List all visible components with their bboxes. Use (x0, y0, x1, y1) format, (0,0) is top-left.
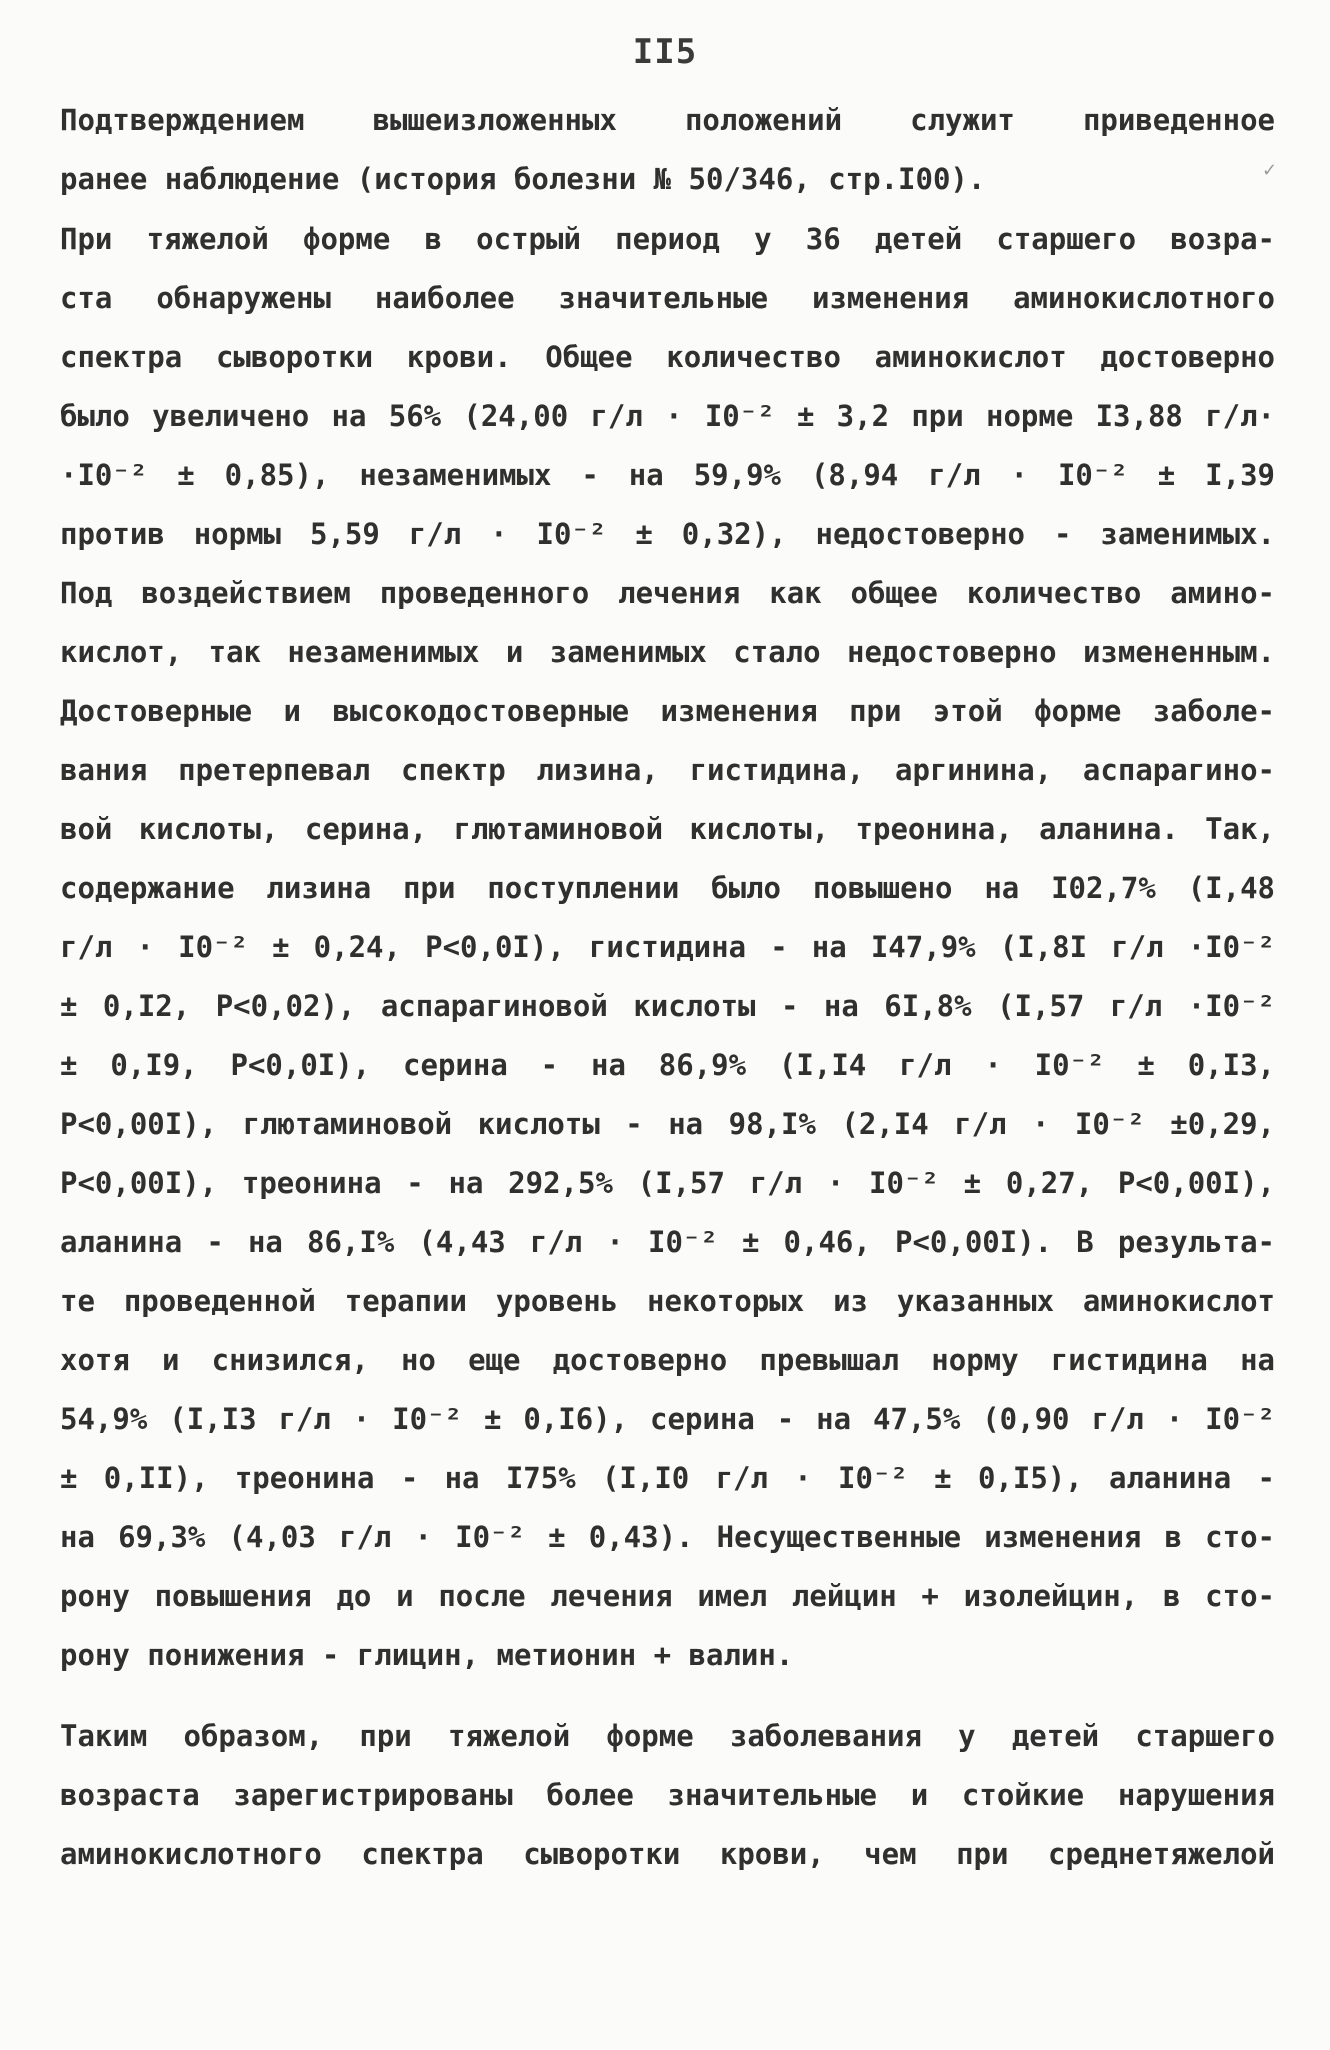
text-line: те проведенной терапии уровень некоторых из указанных аминокислот (60, 1284, 1275, 1318)
text-line: возраста зарегистрированы более значительные и стойкие нарушения (60, 1778, 1275, 1812)
paragraph-3 (60, 1707, 1275, 1884)
text-line: кислот, так незаменимых и заменимых стало недостоверно измененным. (60, 635, 1275, 669)
text-line: P<0,00I), треонина - на 292,5% (I,57 г/л · I0⁻² ± 0,27, P<0,00I), (60, 1166, 1275, 1200)
text-line: аланина - на 86,I% (4,43 г/л · I0⁻² ± 0,46, P<0,00I). В результа- (60, 1225, 1275, 1259)
text-line: 54,9% (I,I3 г/л · I0⁻² ± 0,I6), серина - на 47,5% (0,90 г/л · I0⁻² (60, 1402, 1275, 1436)
text-line: вания претерпевал спектр лизина, гистидина, аргинина, аспарагино- (60, 753, 1275, 787)
text-line: было увеличено на 56% (24,00 г/л · I0⁻² ± 3,2 при норме I3,88 г/л· (60, 399, 1275, 433)
text-line: ± 0,II), треонина - на I75% (I,I0 г/л · I0⁻² ± 0,I5), аланина - (60, 1461, 1275, 1495)
text-line: Под воздействием проведенного лечения как общее количество амино- (60, 576, 1275, 610)
text-line: вой кислоты, серина, глютаминовой кислоты, треонина, аланина. Так, (60, 812, 1275, 846)
text-line: против нормы 5,59 г/л · I0⁻² ± 0,32), недостоверно - заменимых. (60, 517, 1275, 551)
text-line: аминокислотного спектра сыворотки крови, чем при среднетяжелой (60, 1837, 1275, 1871)
text-line: хотя и снизился, но еще достоверно превышал норму гистидина на (60, 1343, 1275, 1377)
text-line: Достоверные и высокодостоверные изменения при этой форме заболе- (60, 694, 1275, 728)
page-number: II5 (632, 32, 698, 72)
paragraph-1 (60, 91, 1278, 209)
text-line: При тяжелой форме в острый период у 36 детей старшего возра- (60, 222, 1275, 256)
text-line: ранее наблюдение (история болезни № 50/346, стр.I00). (60, 162, 986, 196)
text-line: ·I0⁻² ± 0,85), незаменимых - на 59,9% (8,94 г/л · I0⁻² ± I,39 (60, 458, 1275, 492)
text-line: спектра сыворотки крови. Общее количество аминокислот достоверно (60, 340, 1275, 374)
text-line: Подтверждением вышеизложенных положений служит приведенное (60, 103, 1275, 137)
paragraph-2 (60, 210, 1275, 1685)
text-line: P<0,00I), глютаминовой кислоты - на 98,I% (2,I4 г/л · I0⁻² ±0,29, (60, 1107, 1275, 1141)
margin-check-mark: ✓ (1262, 160, 1278, 181)
text-line: на 69,3% (4,03 г/л · I0⁻² ± 0,43). Несущественные изменения в сто- (60, 1520, 1275, 1554)
text-line: Таким образом, при тяжелой форме заболевания у детей старшего (60, 1719, 1275, 1753)
text-line: г/л · I0⁻² ± 0,24, P<0,0I), гистидина - на I47,9% (I,8I г/л ·I0⁻² (60, 930, 1275, 964)
text-line: ста обнаружены наиболее значительные изменения аминокислотного (60, 281, 1275, 315)
text-line: содержание лизина при поступлении было повышено на I02,7% (I,48 (60, 871, 1275, 905)
text-line: рону повышения до и после лечения имел лейцин + изолейцин, в сто- (60, 1579, 1275, 1613)
text-line: рону понижения - глицин, метионин + валин. (60, 1638, 794, 1672)
text-line: ± 0,I2, P<0,02), аспарагиновой кислоты - на 6I,8% (I,57 г/л ·I0⁻² (60, 989, 1275, 1023)
text-line: ± 0,I9, P<0,0I), серина - на 86,9% (I,I4 г/л · I0⁻² ± 0,I3, (60, 1048, 1275, 1082)
